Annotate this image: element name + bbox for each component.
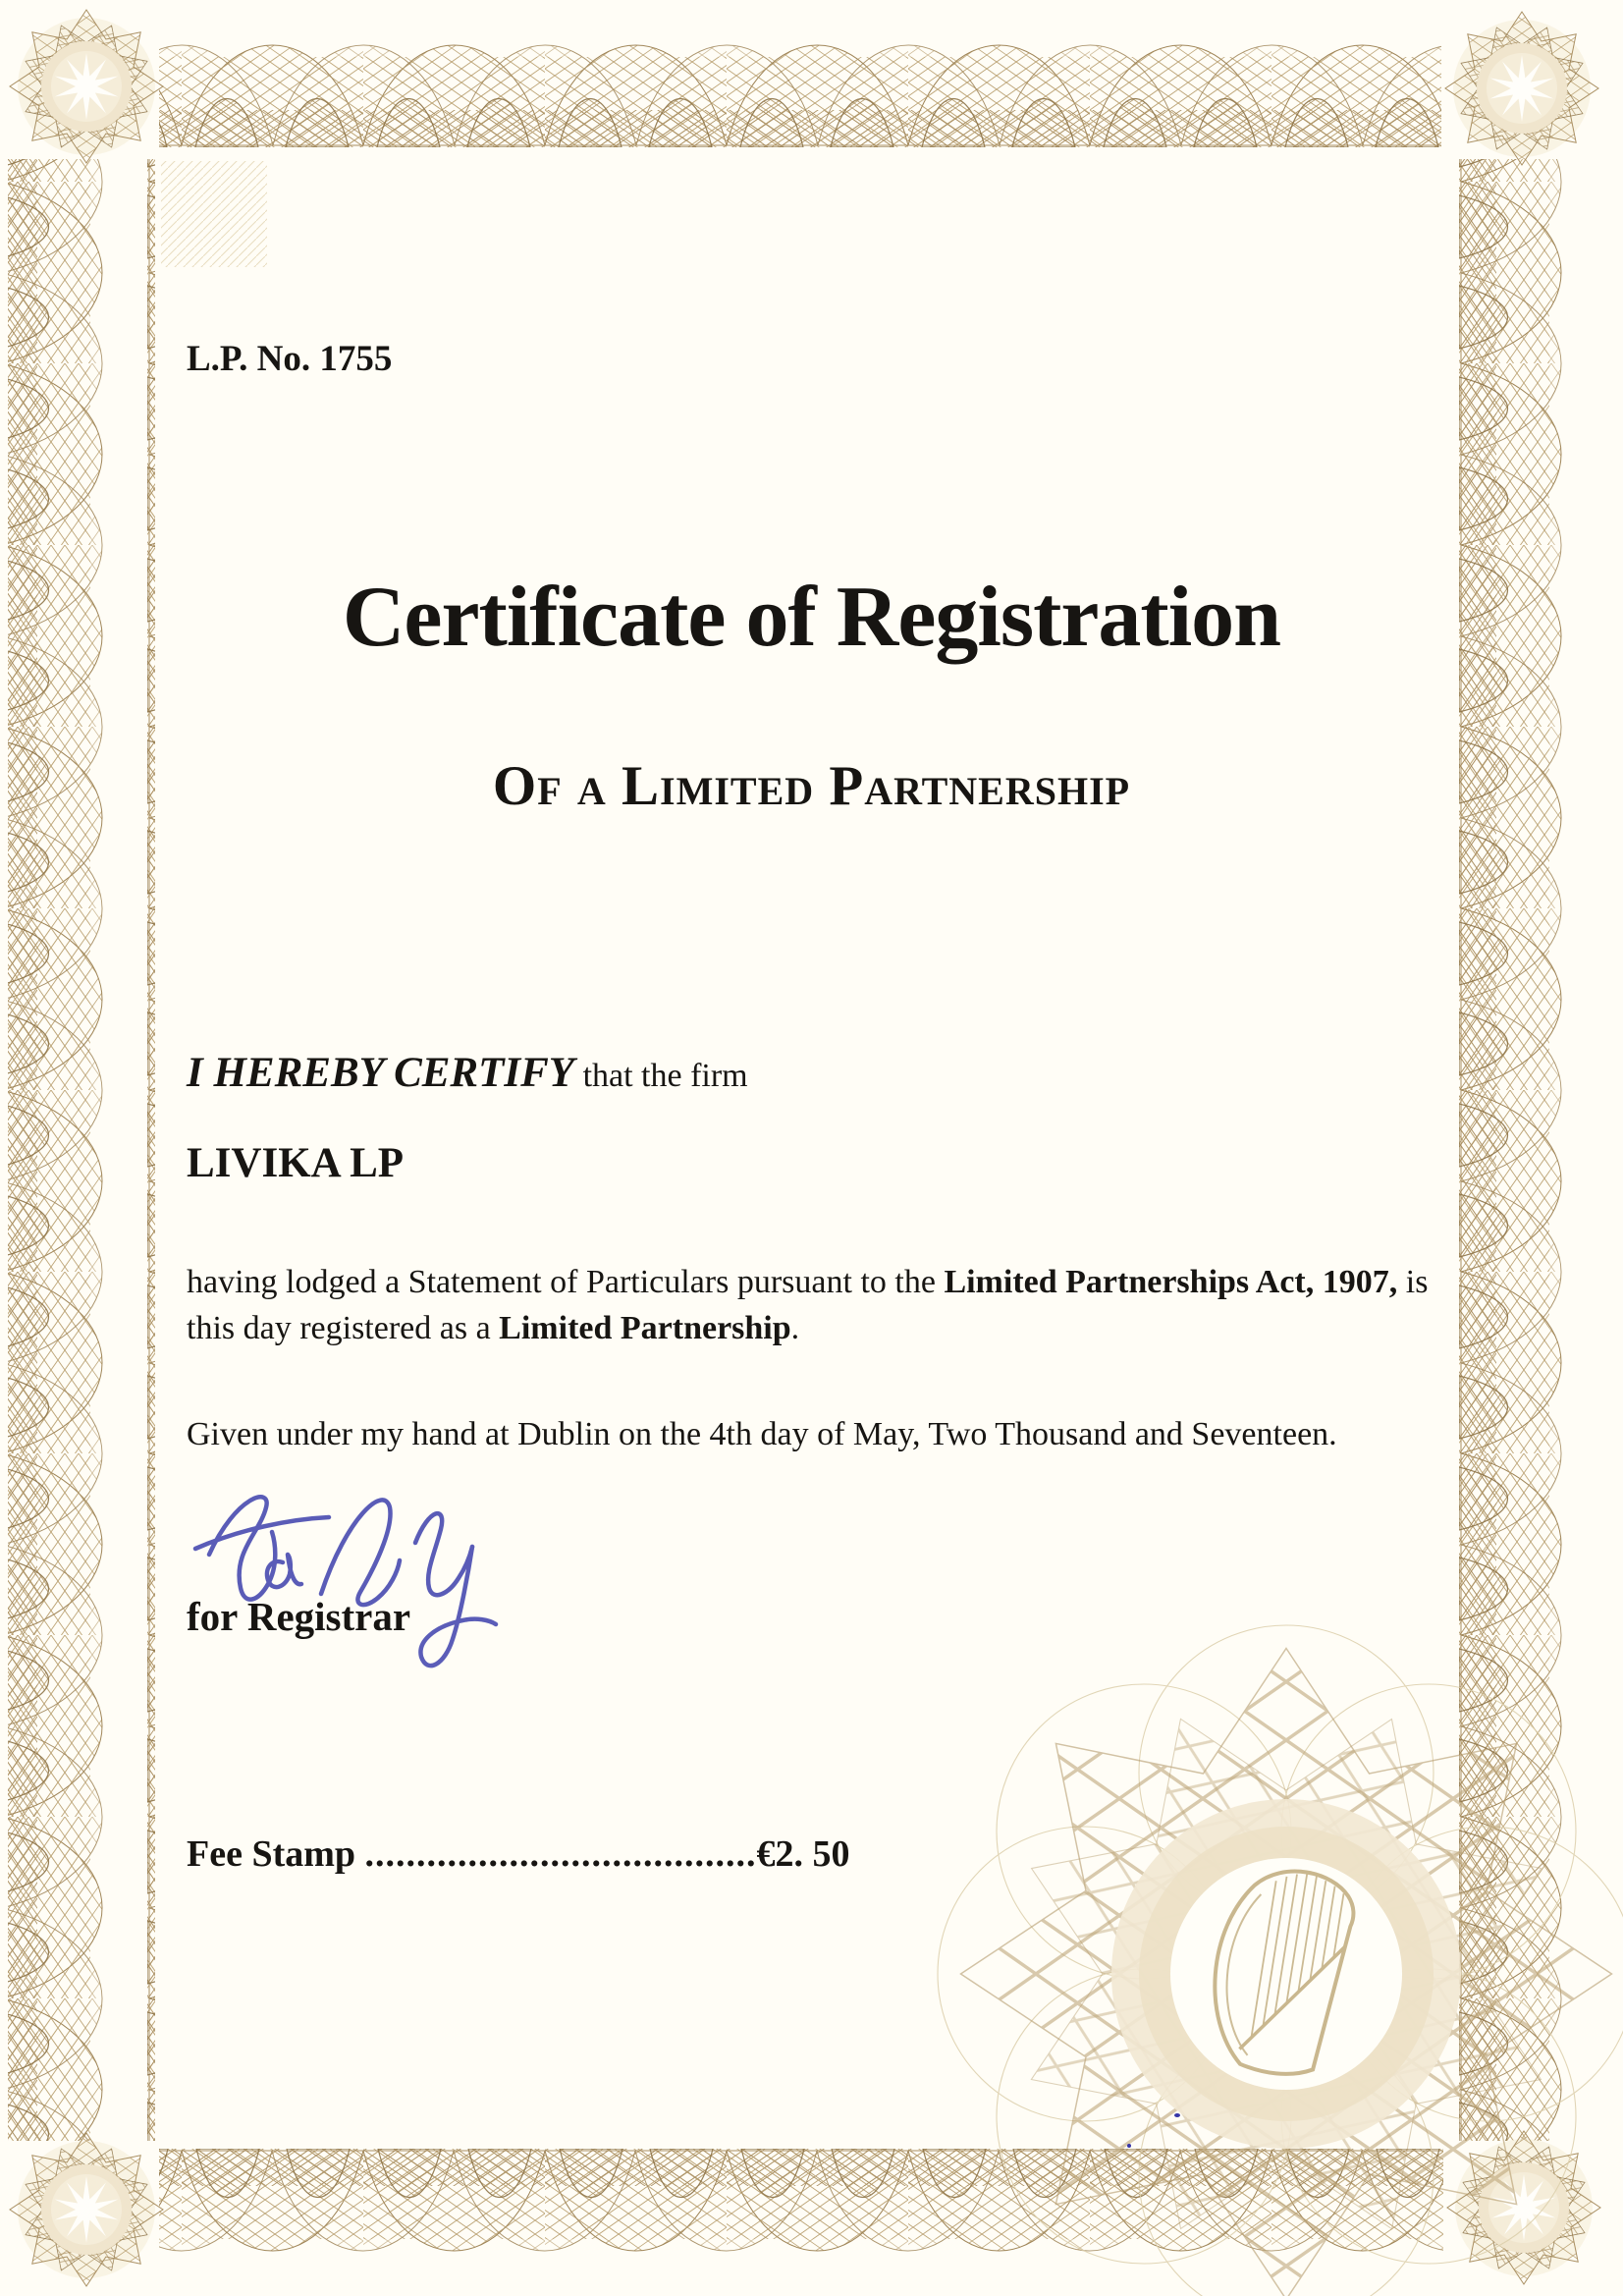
lp-number: L.P. No. 1755 — [187, 339, 393, 379]
corner-hatch-accent — [161, 161, 267, 267]
corner-star-rosette-bottom-left — [0, 2123, 172, 2295]
fee-stamp-line — [187, 1832, 850, 1876]
paragraph-text: . — [790, 1310, 800, 1346]
page-subtitle: Of a Limited Partnership — [492, 755, 1131, 817]
fee-amount: €2. 50 — [756, 1833, 850, 1875]
certify-phrase: I HEREBY CERTIFY — [187, 1050, 575, 1096]
certify-line — [187, 1049, 748, 1097]
paragraph-text: having lodged a Statement of Particulars pursuant to the — [187, 1264, 945, 1300]
act-reference: Limited Partnerships Act, 1907, — [944, 1264, 1398, 1300]
corner-star-rosette-top-left — [0, 0, 172, 172]
fee-label: Fee Stamp — [187, 1833, 365, 1875]
given-line: Given under my hand at Dublin on the 4th day of May, Two Thousand and Seventeen. — [187, 1416, 1337, 1452]
ink-speck — [1127, 2144, 1131, 2148]
fee-dots: ...................................... — [364, 1833, 757, 1875]
border-band-top — [159, 8, 1441, 155]
page-title: Certificate of Registration — [342, 570, 1281, 665]
certify-rest: that the firm — [574, 1058, 748, 1094]
firm-name: LIVIKA LP — [187, 1140, 405, 1186]
registrar-line: for Registrar — [187, 1594, 411, 1639]
registration-paragraph — [187, 1259, 1478, 1351]
ink-speck — [1174, 2113, 1180, 2117]
partnership-term: Limited Partnership — [499, 1310, 791, 1346]
paragraph-text: is this day registered as a — [187, 1264, 1436, 1346]
registrar-signature — [182, 1478, 555, 1689]
border-band-left — [8, 159, 155, 2141]
corner-star-rosette-top-right — [1435, 2, 1607, 174]
